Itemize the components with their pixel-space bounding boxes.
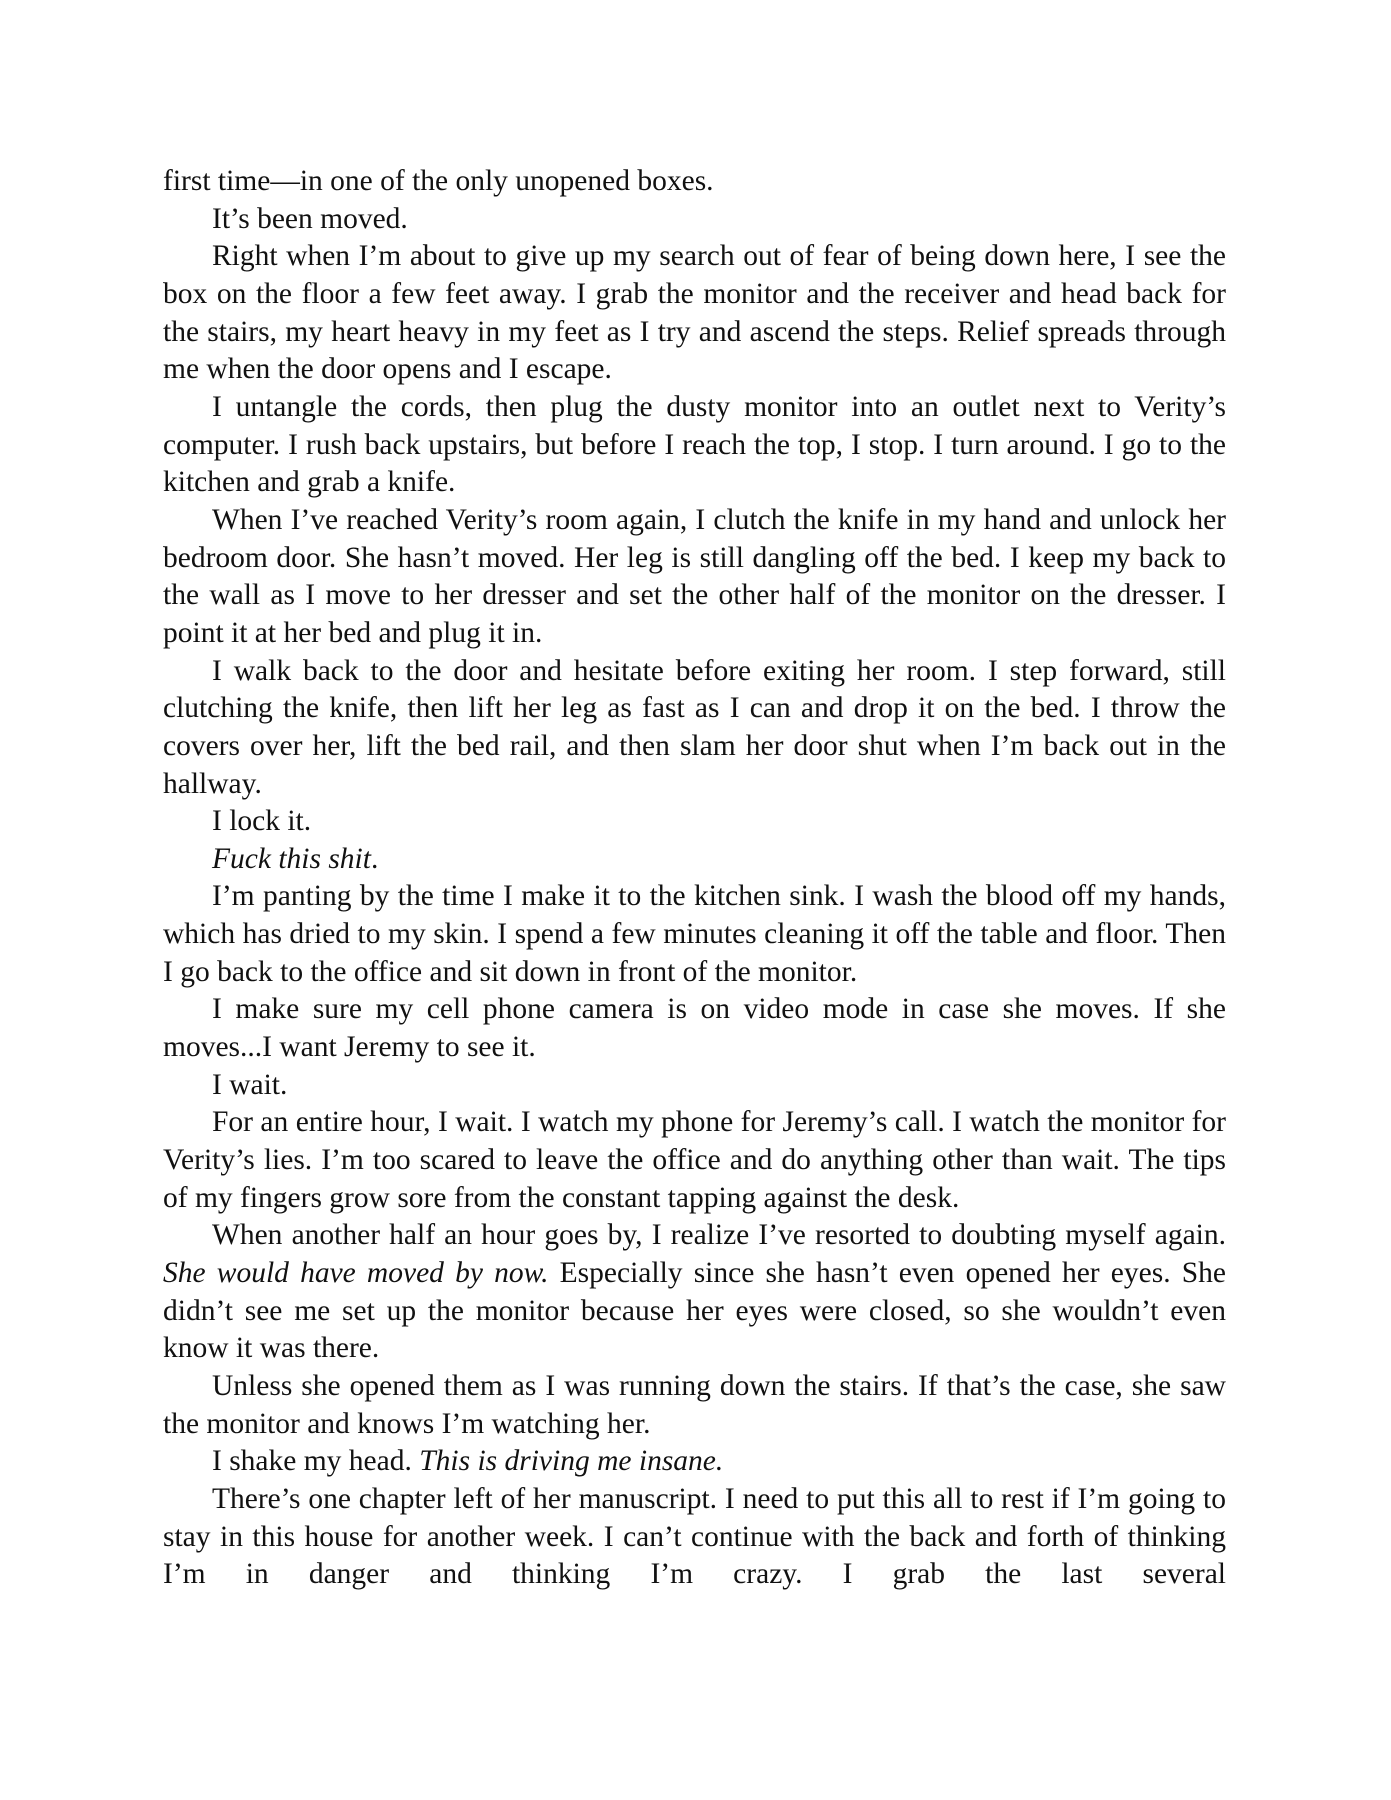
paragraph — [163, 841, 1226, 879]
paragraph — [163, 1104, 1226, 1217]
paragraph-text: I wait. — [212, 1068, 288, 1101]
paragraph-text: For an entire hour, I wait. I watch my phone for Jeremy’s call. I watch the monitor for Verity’s lies. I’m too scared to leave the office and do anything other than wait. The tips of my fingers grow sore from the constant tapping against the desk. — [163, 1106, 1226, 1214]
paragraph — [163, 502, 1226, 653]
paragraph-text: Especially since she hasn’t even opened her eyes. She didn’t see me set up the monitor because her eyes were closed, so she wouldn’t even know it was there. — [163, 1257, 1227, 1365]
paragraph-text: I make sure my cell phone camera is on video mode in case she moves. If she moves...I want Jeremy to see it. — [163, 993, 1226, 1064]
paragraph — [163, 163, 1226, 201]
paragraph-text: I walk back to the door and hesitate before exiting her room. I step forward, still clutching the knife, then lift her leg as fast as I can and drop it on the bed. I throw the covers over her, lift the bed rail, and then slam her door shut when I’m back out in the hallway. — [163, 654, 1226, 800]
paragraph-text: Right when I’m about to give up my search out of fear of being down here, I see the box on the floor a few feet away. I grab the monitor and the receiver and head back for the stairs, my heart heavy in my feet as I try and ascend the steps. Relief spreads through me when the door opens and I escape. — [163, 240, 1226, 386]
paragraph — [163, 653, 1226, 804]
paragraph-text: When another half an hour goes by, I realize I’ve resorted to doubting myself again. — [212, 1219, 1226, 1252]
paragraph — [163, 878, 1226, 991]
paragraph — [163, 238, 1226, 389]
italic-text: This is driving me insane. — [419, 1445, 724, 1478]
paragraph — [163, 1481, 1226, 1594]
paragraph — [163, 1443, 1226, 1481]
paragraph-text: It’s been moved. — [212, 202, 408, 235]
paragraph — [163, 201, 1226, 239]
book-page-body — [163, 163, 1226, 1594]
paragraph-text: I shake my head. — [212, 1445, 420, 1478]
paragraph-text: When I’ve reached Verity’s room again, I clutch the knife in my hand and unlock her bedroom door. She hasn’t moved. Her leg is still dangling off the bed. I keep my back to the wall as I move to her dresser and set the other half of the monitor on the dresser. I point it at her bed and plug it in. — [163, 503, 1226, 649]
paragraph — [163, 803, 1226, 841]
paragraph-text: I’m panting by the time I make it to the kitchen sink. I wash the blood off my hands, which has dried to my skin. I spend a few minutes cleaning it off the table and floor. Then I go back to the office and sit down in front of the monitor. — [163, 880, 1226, 988]
paragraph-text: I lock it. — [212, 805, 312, 838]
paragraph-text: first time—in one of the only unopened boxes. — [163, 165, 714, 197]
paragraph-text: I untangle the cords, then plug the dusty monitor into an outlet next to Verity’s computer. I rush back upstairs, but before I reach the top, I stop. I turn around. I go to the kitchen and grab a knife. — [163, 390, 1226, 499]
paragraph — [163, 1217, 1226, 1368]
paragraph-text: . — [370, 842, 379, 875]
paragraph — [163, 1067, 1226, 1105]
italic-text: Fuck this shit — [212, 842, 371, 875]
paragraph — [163, 991, 1226, 1066]
paragraph-text: Unless she opened them as I was running down the stairs. If that’s the case, she saw the monitor and knows I’m watching her. — [163, 1370, 1226, 1440]
paragraph — [163, 1368, 1226, 1443]
paragraph — [163, 389, 1226, 502]
paragraph-text: There’s one chapter left of her manuscript. I need to put this all to rest if I’m going to stay in this house for another week. I can’t continue with the back and forth of thinking I’m in danger and thinking I’m crazy. I grab the last several — [163, 1482, 1226, 1591]
italic-text: She would have moved by now. — [163, 1257, 549, 1290]
